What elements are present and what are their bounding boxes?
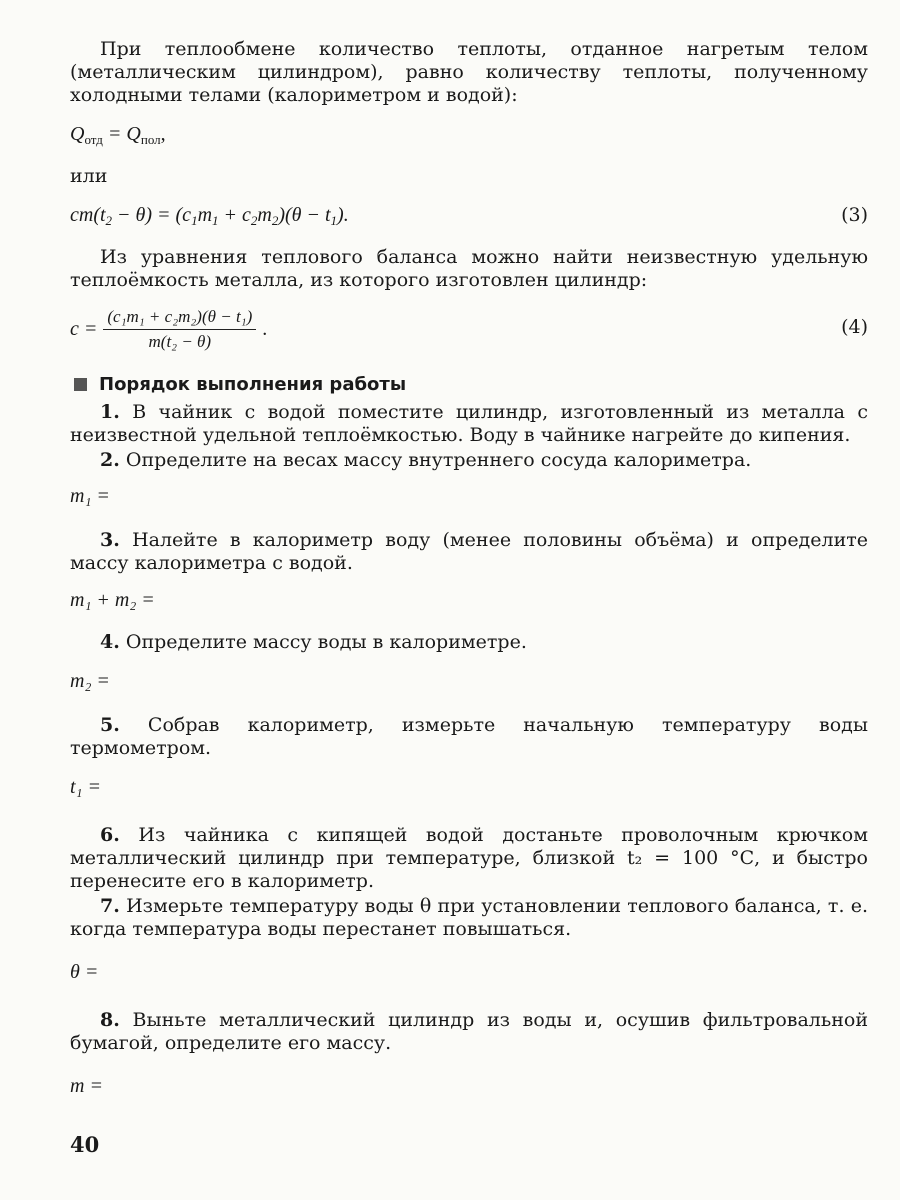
- blank-m: m =: [70, 1075, 103, 1097]
- f3-sub: 1: [330, 213, 338, 228]
- step-number: 4.: [100, 631, 120, 653]
- f3-part: ).: [337, 204, 349, 226]
- step-text: Налейте в калориметр воду (менее половины объёма) и определите массу калориметра с водой.: [70, 529, 868, 574]
- f3-part: m: [197, 204, 213, 226]
- or-word: или: [70, 165, 108, 187]
- step-7: [70, 895, 868, 941]
- step-8: [70, 1009, 868, 1055]
- f3-part: + c: [218, 204, 251, 226]
- step-text: Из чайника с кипящей водой достаньте проволочным крючком металлический цилиндр при температуре, близкой t₂ = 100 °С, и быстро перенесите его в калориметр.: [70, 824, 869, 892]
- step-5: [70, 714, 868, 760]
- page-number: 40: [70, 1132, 100, 1157]
- intro-paragraph: При теплообмене количество теплоты, отданное нагретым телом (металлическим цилиндром), равно количеству теплоты, полученному холодными телами (калориметром и водой):: [70, 38, 868, 106]
- step-number: 1.: [100, 401, 120, 423]
- equals-sign: =: [107, 123, 122, 145]
- formula-trail: ,: [160, 123, 166, 145]
- blank-m1-m2: m₁ + m₂ =: [70, 589, 155, 611]
- step-number: 3.: [100, 529, 120, 551]
- step-number: 7.: [100, 895, 120, 917]
- f4-denominator: m(t₂ − θ): [148, 331, 212, 351]
- blank-m2: m₂ =: [70, 670, 110, 692]
- f3-sub: 2: [250, 213, 258, 228]
- f4-lhs: c =: [70, 317, 98, 340]
- blank-m1: m₁ =: [70, 485, 110, 507]
- step-text: Собрав калориметр, измерьте начальную температуру воды термометром.: [70, 714, 868, 759]
- step-2: [70, 449, 868, 472]
- heading-bullet-icon: [74, 378, 87, 391]
- heat-balance-formula: [70, 123, 868, 149]
- step-4: [70, 631, 868, 654]
- balance-paragraph: Из уравнения теплового баланса можно найти неизвестную удельную теплоёмкость металла, из которого изготовлен цилиндр:: [70, 246, 868, 291]
- step-3: [70, 529, 868, 575]
- f3-part: m: [257, 204, 272, 226]
- step-text: Определите на весах массу внутреннего сосуда калориметра.: [125, 449, 752, 471]
- step-text: В чайник с водой поместите цилиндр, изготовленный из металла с неизвестной удельной теплоёмкостью. Воду в чайнике нагрейте до кипения.: [70, 401, 868, 446]
- blank-theta: θ =: [70, 961, 99, 983]
- step-text: Определите массу воды в калориметре.: [125, 631, 527, 653]
- f3-sub: 1: [191, 213, 198, 228]
- f3-sub: 2: [105, 213, 113, 228]
- f4-numerator: (c₁m₁ + c₂m₂)(θ − t₁): [103, 307, 256, 330]
- f4-fraction: [103, 307, 256, 352]
- step-text: Выньте металлический цилиндр из воды и, осушив фильтровальной бумагой, определите его массу.: [70, 1009, 868, 1054]
- page-content: [70, 38, 868, 1099]
- step-1: [70, 401, 868, 447]
- equation-number-4: (4): [841, 316, 868, 338]
- step-number: 8.: [100, 1009, 120, 1031]
- f3-sub: 2: [271, 213, 279, 228]
- q-symbol-2: Q: [126, 123, 141, 145]
- q-in-subscript: пол: [140, 132, 161, 147]
- f3-part: )(θ − t: [278, 204, 331, 226]
- f3-sub: 1: [212, 213, 219, 228]
- section-heading: [74, 374, 868, 395]
- step-6: [70, 824, 868, 893]
- f4-trail: .: [262, 317, 268, 340]
- step-number: 5.: [100, 714, 120, 736]
- step-text: Измерьте температуру воды θ при установлении теплового баланса, т. е. когда температура воды перестанет повышаться.: [70, 895, 868, 940]
- f3-part: cm(t: [70, 204, 106, 226]
- q-symbol: Q: [70, 123, 85, 145]
- section-heading-text: Порядок выполнения работы: [99, 374, 407, 395]
- q-out-subscript: отд: [84, 132, 103, 147]
- formula-3: [70, 204, 868, 232]
- blank-t1: t₁ =: [70, 776, 102, 798]
- equation-number-3: (3): [841, 204, 868, 226]
- f3-part: − θ) = (c: [112, 204, 192, 226]
- step-number: 6.: [100, 824, 120, 846]
- formula-4: [70, 304, 868, 354]
- step-number: 2.: [100, 449, 120, 471]
